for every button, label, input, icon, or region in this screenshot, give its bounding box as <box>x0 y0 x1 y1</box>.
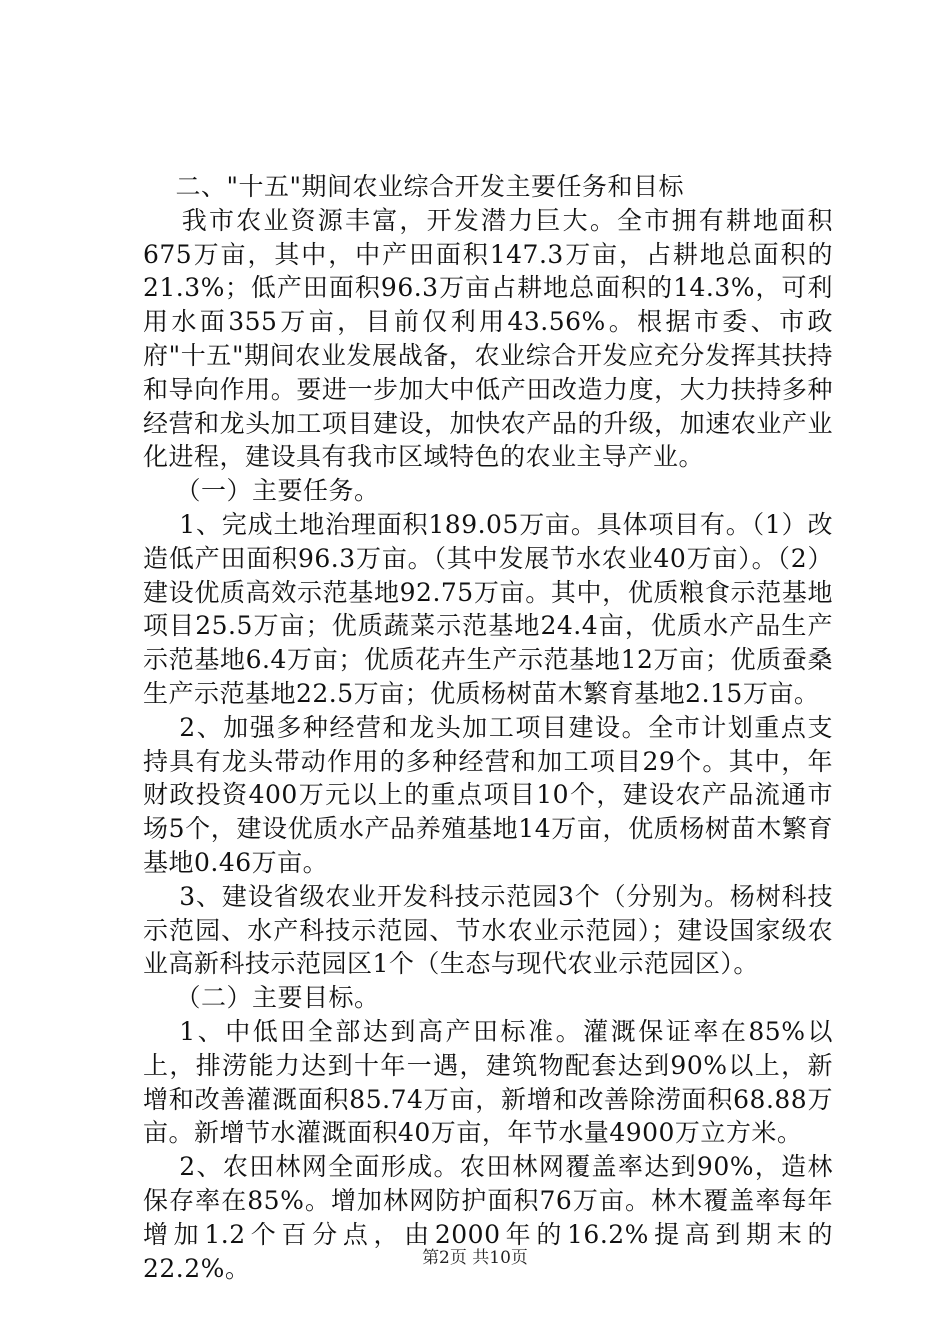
intro-paragraph: 我市农业资源丰富，开发潜力巨大。全市拥有耕地面积675万亩，其中，中产田面积147.3万亩，占耕地总面积的21.3%；低产田面积96.3万亩占耕地总面积的14.3%，可利用水面355万亩，目前仅利用43.56%。根据市委、市政府"十五"期间农业发展战备，农业综合开发应充分发挥其扶持和导向作用。要进一步加大中低产田改造力度，大力扶持多种经营和龙头加工项目建设，加快农产品的升级，加速农业产业化进程，建设具有我市区域特色的农业主导产业。 <box>143 205 833 472</box>
task-3-paragraph: 3、建设省级农业开发科技示范园3个（分别为。杨树科技示范园、水产科技示范园、节水农业示范园）；建设国家级农业高新科技示范园区1个（生态与现代农业示范园区）。 <box>143 881 833 979</box>
section-title: 二、"十五"期间农业综合开发主要任务和目标 <box>175 172 684 201</box>
tasks-heading: （一）主要任务。 <box>175 476 380 506</box>
task-2-paragraph: 2、加强多种经营和龙头加工项目建设。全市计划重点支持具有龙头带动作用的多种经营和加工项目29个。其中，年财政投资400万元以上的重点项目10个，建设农产品流通市场5个，建设优质水产品养殖基地14万亩，优质杨树苗木繁育基地0.46万亩。 <box>143 712 833 877</box>
page-number-footer: 第2页 共10页 <box>422 1248 528 1268</box>
goal-1-paragraph: 1、中低田全部达到高产田标准。灌溉保证率在85%以上，排涝能力达到十年一遇，建筑物配套达到90%以上，新增和改善灌溉面积85.74万亩，新增和改善除涝面积68.88万亩。新增节水灌溉面积40万亩，年节水量4900万立方米。 <box>143 1016 833 1148</box>
document-body <box>143 170 833 1285</box>
goal-2-paragraph: 2、农田林网全面形成。农田林网覆盖率达到90%，造林保存率在85%。增加林网防护面积76万亩。林木覆盖率每年增加1.2个百分点，由2000年的16.2%提高到期末的22.2%。 <box>143 1152 833 1283</box>
task-1-paragraph: 1、完成土地治理面积189.05万亩。具体项目有。（1）改造低产田面积96.3万亩。（其中发展节水农业40万亩）。（2）建设优质高效示范基地92.75万亩。其中，优质粮食示范基地项目25.5万亩；优质蔬菜示范基地24.4亩，优质水产品生产示范基地6.4万亩；优质花卉生产示范基地12万亩；优质蚕桑生产示范基地22.5万亩；优质杨树苗木繁育基地2.15万亩。 <box>143 509 833 708</box>
goals-heading: （二）主要目标。 <box>175 983 380 1013</box>
